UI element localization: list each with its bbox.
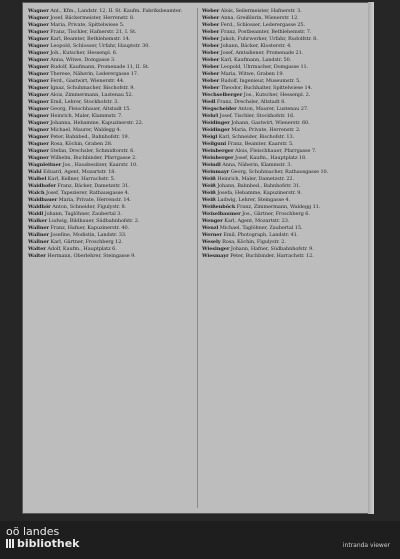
directory-entry (202, 141, 368, 147)
entry-name: Weber (202, 43, 220, 49)
directory-entry (202, 197, 368, 203)
entry-text: Karl, Kaufmann, Landstr. 50. (220, 57, 292, 63)
entry-text: Karl, Agent, Mozartstr. 23. (224, 218, 290, 224)
entry-text: Franz, Drechsler, Altstadt 8. (216, 99, 286, 105)
directory-entry (28, 71, 194, 77)
entry-text: Karl, Gärtner, Froschberg 12. (50, 239, 123, 245)
entry-text: Ludwig, Lehrer, Steingasse 4. (217, 197, 291, 203)
entry-text: Rosa, Köchin, Graben 28. (50, 141, 113, 147)
entry-text: Joh., Kutscher, Hessenpl. 6. (50, 50, 118, 56)
entry-name: Wagner (28, 15, 49, 21)
entry-name: Wallner (28, 239, 49, 245)
directory-entry (28, 239, 194, 245)
entry-text: Anna, Näherin, Klammstr. 3. (222, 162, 292, 168)
directory-entry (28, 50, 194, 56)
entry-name: Weigl (202, 134, 218, 140)
directory-entry (202, 127, 368, 133)
directory-entry (202, 113, 368, 119)
logo-line-2 (6, 538, 79, 550)
entry-text: Alois, Zimmermann, Lustenau 52. (50, 92, 134, 98)
entry-text: Maria, Witwe, Graben 19. (220, 71, 284, 77)
entry-name: Waidhofer (28, 183, 56, 189)
entry-text: Rudolf, Ingenieur, Museumstr. 5. (220, 78, 301, 84)
entry-name: Wenger (202, 218, 223, 224)
scanned-page (22, 2, 374, 514)
entry-text: Franz, Postbeamter, Bethlehemstr. 7. (220, 29, 312, 35)
entry-text: Johann, Bahnbed., Bahnhofstr. 31. (217, 183, 301, 189)
entry-name: Weber (202, 78, 220, 84)
directory-entry (28, 78, 194, 84)
entry-name: Wahl (28, 169, 42, 175)
entry-name: Weidinger (202, 127, 230, 133)
entry-name: Wagner (28, 141, 49, 147)
entry-name: Wenzl (202, 225, 219, 231)
directory-entry (28, 64, 194, 70)
entry-name: Weber (202, 85, 220, 91)
entry-text: Michael, Taglöhner, Zaubertal 15. (219, 225, 303, 231)
entry-text: Heinrich, Maler, Dametzstr. 22. (217, 176, 294, 182)
entry-name: Wagner (28, 29, 49, 35)
logo-line-2-text: bibliothek (17, 537, 80, 550)
directory-entry (202, 204, 368, 210)
directory-entry (202, 99, 368, 105)
entry-text: Ferd., Schlosser, Lederergasse 25. (220, 22, 305, 28)
entry-name: Walter (28, 246, 46, 252)
entry-name: Wagner (28, 85, 49, 91)
library-logo[interactable] (6, 526, 79, 550)
directory-entry (28, 162, 194, 168)
directory-entry (202, 8, 368, 14)
entry-name: Weber (202, 50, 220, 56)
directory-entry (28, 225, 194, 231)
entry-name: Wagner (28, 134, 49, 140)
directory-entry (202, 106, 368, 112)
entry-text: Johann, Taglöhner, Zaubertal 3. (44, 211, 122, 217)
entry-text: Josef, Amtsdiener, Promenade 21. (220, 50, 304, 56)
entry-name: Weiß (202, 176, 216, 182)
entry-name: Wagnleitner (28, 162, 62, 168)
entry-name: Wagner (28, 92, 49, 98)
directory-entry (28, 204, 194, 210)
directory-entry (202, 15, 368, 21)
entry-name: Wagner (28, 64, 49, 70)
directory-entry (28, 253, 194, 259)
directory-entry (202, 22, 368, 28)
entry-name: Wagner (28, 106, 49, 112)
directory-entry (28, 29, 194, 35)
entry-text: Karl, Beamter, Bethlehemstr. 14. (50, 36, 131, 42)
directory-entry (202, 50, 368, 56)
directory-entry (202, 43, 368, 49)
entry-name: Waibel (28, 176, 47, 182)
directory-entry (28, 99, 194, 105)
entry-name: Wagner (28, 22, 49, 28)
directory-entry (202, 169, 368, 175)
entry-text: Jakob, Fuhrwerker, Urfahr, Rudolfstr. 8. (220, 36, 318, 42)
entry-text: Anna, Witwe, Domgasse 3. (50, 57, 116, 63)
viewer-label: intranda viewer (342, 542, 390, 549)
directory-entry (28, 169, 194, 175)
logo-bars-icon (6, 538, 15, 550)
entry-text: Emil, Lehrer, Stockhofstr. 3. (50, 99, 119, 105)
entry-name: Waldl (28, 211, 44, 217)
entry-text: Leopold, Schlosser, Urfahr, Hauptstr. 30. (50, 43, 150, 49)
entry-name: Weber (202, 36, 220, 42)
entry-name: Wagner (28, 120, 49, 126)
directory-entry (28, 43, 194, 49)
entry-name: Weiß (202, 183, 216, 189)
entry-name: Wagner (28, 43, 49, 49)
entry-text: Josef, Tischler, Stockhofstr. 16. (219, 113, 295, 119)
entry-name: Waldbauer (28, 197, 58, 203)
entry-text: Josefa, Hebamme, Kapuzinerstr. 9. (217, 190, 302, 196)
directory-entry (28, 190, 194, 196)
directory-entry (28, 106, 194, 112)
entry-text: Franz, Beamter, Kaarstr. 5. (227, 141, 294, 147)
right-column (202, 8, 368, 260)
directory-entry (202, 246, 368, 252)
entry-text: Peter, Bahnbed., Bahnhofstr. 19. (50, 134, 130, 140)
directory-entry (202, 120, 368, 126)
entry-text: Ludwig, Bildhauer, Südbahnhofstr. 2. (48, 218, 140, 224)
entry-text: Jos., Kutscher, Hessenpl. 2. (243, 92, 311, 98)
entry-name: Weinmayr (202, 169, 230, 175)
entry-name: Wagner (28, 57, 49, 63)
directory-entry (202, 225, 368, 231)
entry-name: Waldhör (28, 204, 51, 210)
directory-entry (28, 134, 194, 140)
entry-text: Josef, Bäckermeister, Herrenstr. 8. (50, 15, 135, 21)
column-divider (197, 8, 198, 508)
entry-name: Wehrl (202, 113, 219, 119)
directory-entry (202, 155, 368, 161)
entry-text: Rosa, Köchin, Figulystr. 2. (222, 239, 286, 245)
directory-entry (28, 120, 194, 126)
entry-text: Johann, Bäcker, Klosterstr. 4. (220, 43, 292, 49)
entry-name: Walch (28, 190, 45, 196)
entry-text: Heinrich, Maler, Klammstr. 7. (50, 113, 123, 119)
entry-name: Wedl (202, 99, 216, 105)
entry-text: Hermann, Oberlehrer, Steingasse 9. (47, 253, 136, 259)
directory-entry (28, 113, 194, 119)
directory-entry (28, 197, 194, 203)
directory-entry (28, 211, 194, 217)
entry-text: Anna, Greißlerin, Wienerstr. 12. (220, 15, 299, 21)
directory-entry (202, 176, 368, 182)
entry-name: Wesely (202, 239, 221, 245)
entry-name: Wagner (28, 148, 49, 154)
entry-name: Walter (28, 253, 46, 259)
directory-entry (202, 29, 368, 35)
entry-text: Jos., Gärtner, Froschberg 6. (242, 211, 310, 217)
entry-name: Wagner (28, 8, 49, 14)
entry-name: Weixelbaumer (202, 211, 241, 217)
entry-name: Wiesinger (202, 246, 230, 252)
entry-name: Wiesmayr (202, 253, 229, 259)
entry-name: Wechselberger (202, 92, 243, 98)
entry-text: Franz, Hafner, Kapuzinerstr. 40. (50, 225, 130, 231)
directory-entry (28, 176, 194, 182)
directory-entry (202, 71, 368, 77)
entry-text: Johann, Gastwirt, Wienerstr. 60. (231, 120, 310, 126)
directory-entry (28, 246, 194, 252)
entry-text: Anton, Maurer, Lustenau 27. (238, 106, 309, 112)
entry-name: Weber (202, 64, 220, 70)
directory-entry (202, 134, 368, 140)
entry-name: Walker (28, 218, 47, 224)
directory-entry (28, 15, 194, 21)
directory-entry (28, 92, 194, 98)
entry-text: Karl, Kellner, Harrachstr. 5. (47, 176, 116, 182)
entry-name: Weber (202, 29, 220, 35)
directory-entry (28, 36, 194, 42)
directory-entry (28, 141, 194, 147)
entry-text: Ignaz, Schuhmacher, Bischofstr. 9. (50, 85, 135, 91)
directory-entry (202, 232, 368, 238)
entry-text: Karl, Schneider, Bischofstr. 13. (218, 134, 295, 140)
directory-entry (202, 36, 368, 42)
entry-name: Wallner (28, 232, 49, 238)
entry-name: Weber (202, 15, 220, 21)
entry-name: Weiß (202, 190, 216, 196)
entry-name: Wagner (28, 36, 49, 42)
directory-entry (28, 148, 194, 154)
entry-name: Wagner (28, 155, 49, 161)
entry-text: Therese, Näherin, Lederergasse 17. (50, 71, 139, 77)
directory-entry (28, 85, 194, 91)
directory-entry (202, 190, 368, 196)
directory-entry (28, 22, 194, 28)
directory-entry (202, 183, 368, 189)
entry-text: Emil, Photograph, Landstr. 41. (223, 232, 299, 238)
entry-text: Leopold, Uhrmacher, Domgasse 11. (220, 64, 309, 70)
entry-name: Wagner (28, 50, 49, 56)
entry-text: Stefan, Drechsler, Schmidtorstr. 6. (50, 148, 135, 154)
directory-entry (202, 64, 368, 70)
entry-text: Maria, Private, Spittelwiese 5. (50, 22, 125, 28)
entry-text: Georg, Schuhmacher, Rathausgasse 10. (230, 169, 329, 175)
directory-entry (202, 239, 368, 245)
entry-text: Ant., Kfm., Landstr. 12, II. St. Kaufm. Fabriksbeamter. (50, 8, 182, 14)
entry-text: Alois, Fleischhauer, Pfarrgasse 7. (235, 148, 317, 154)
entry-name: Weindl (202, 162, 221, 168)
entry-text: Josefine, Modistin, Landstr. 33. (50, 232, 127, 238)
entry-text: Franz, Tischler, Hafnerstr. 21, I. St. (50, 29, 137, 35)
directory-entry (202, 57, 368, 63)
entry-text: Josef, Tapezierer, Rathausgasse 4. (46, 190, 130, 196)
directory-entry (28, 183, 194, 189)
entry-text: Jos., Hausbesitzer, Kaarstr. 10. (62, 162, 138, 168)
entry-text: Franz, Bäcker, Dametzstr. 31. (57, 183, 130, 189)
entry-text: Peter, Buchbinder, Harrachstr. 12. (230, 253, 314, 259)
entry-name: Weinberger (202, 155, 234, 161)
entry-name: Wagner (28, 127, 49, 133)
directory-entry (202, 78, 368, 84)
entry-text: Johanna, Hebamme, Kapuzinerstr. 22. (50, 120, 144, 126)
entry-text: Johann, Hafner, Südbahnhofstr. 9. (230, 246, 314, 252)
entry-text: Wilhelm, Buchbinder, Pfarrgasse 2. (50, 155, 137, 161)
directory-entry (28, 127, 194, 133)
entry-name: Wagner (28, 71, 49, 77)
entry-text: Eduard, Agent, Mozartstr. 18. (43, 169, 116, 175)
entry-name: Wallner (28, 225, 49, 231)
directory-entry (202, 85, 368, 91)
entry-name: Wegscheider (202, 106, 237, 112)
entry-text: Theodor, Buchhalter, Spittelwiese 14. (220, 85, 313, 91)
entry-name: Weilguni (202, 141, 227, 147)
entry-name: Wagner (28, 113, 49, 119)
directory-entry (28, 155, 194, 161)
entry-name: Weber (202, 71, 220, 77)
entry-name: Weiß (202, 197, 216, 203)
entry-name: Weißenböck (202, 204, 236, 210)
logo-line-1: oö landes (6, 525, 60, 538)
entry-text: Josef, Kaufm., Hauptplatz 18. (235, 155, 307, 161)
directory-entry (202, 218, 368, 224)
entry-name: Weber (202, 57, 220, 63)
entry-name: Wagner (28, 99, 49, 105)
directory-entry (28, 218, 194, 224)
entry-text: Rudolf, Kaufmann, Promenade 11, II. St. (50, 64, 150, 70)
left-column (28, 8, 194, 260)
directory-entry (28, 57, 194, 63)
directory-entry (202, 92, 368, 98)
entry-text: Anton, Schneider, Figulystr. 8. (52, 204, 127, 210)
directory-entry (28, 232, 194, 238)
entry-name: Weidinger (202, 120, 230, 126)
entry-name: Weber (202, 8, 220, 14)
page-fold-edge (368, 2, 374, 514)
entry-text: Adolf, Kaufm., Hauptplatz 6. (47, 246, 117, 252)
entry-text: Michael, Maurer, Waldegg 4. (50, 127, 121, 133)
directory-entry (202, 253, 368, 259)
entry-text: Maria, Private, Herrenstr. 2. (231, 127, 301, 133)
entry-text: Franz, Zimmermann, Waldegg 11. (236, 204, 321, 210)
directory-entry (202, 148, 368, 154)
entry-name: Weinberger (202, 148, 234, 154)
entry-text: Alois, Seilermeister, Hafnerstr. 3. (220, 8, 302, 14)
directory-entry (202, 162, 368, 168)
directory-entry (28, 8, 194, 14)
directory-entry (202, 211, 368, 217)
entry-text: Ferd., Gastwirt, Wienerstr. 44. (50, 78, 125, 84)
entry-text: Maria, Private, Herrenstr. 14. (58, 197, 131, 203)
entry-name: Weber (202, 22, 220, 28)
entry-text: Georg, Fleischhauer, Altstadt 15. (50, 106, 131, 112)
entry-name: Wagner (28, 78, 49, 84)
entry-name: Werner (202, 232, 222, 238)
